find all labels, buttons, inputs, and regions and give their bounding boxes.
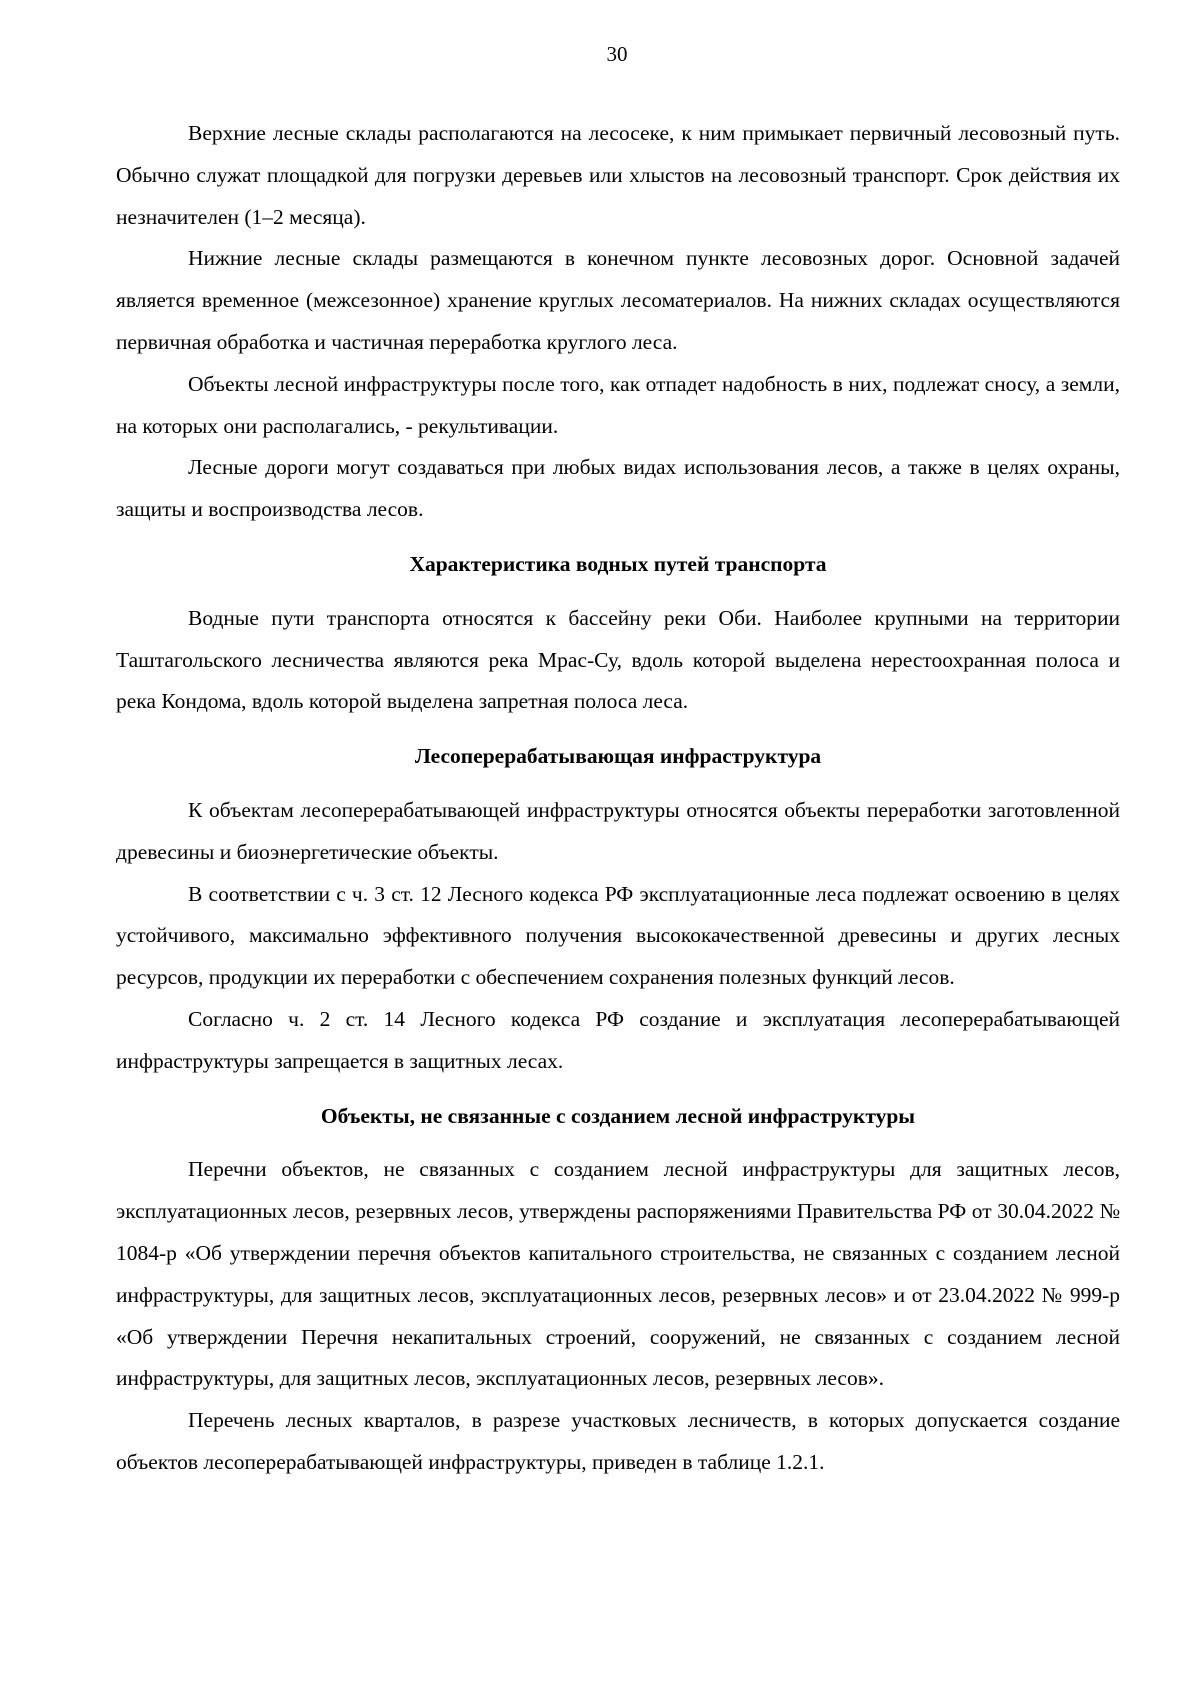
paragraph-processing-objects: К объектам лесоперерабатывающей инфраструктуры относятся объекты переработки заготовленной древесины и биоэнергетические объекты. (116, 797, 1120, 864)
paragraph-waterways: Водные пути транспорта относятся к бассейну реки Оби. Наиболее крупными на территории Таштагольского лесничества являются река Мрас-Су, вдоль которой выделена нерестоохранная полоса и река Кондома, вдоль которой выделена запретная полоса леса. (116, 605, 1120, 714)
heading-wood-processing: Лесоперерабатывающая инфраструктура (414, 744, 822, 769)
paragraph-forest-roads: Лесные дороги могут создаваться при любых видах использования лесов, а также в целях охраны, защиты и воспроизводства лесов. (116, 455, 1120, 522)
document-body (116, 113, 1120, 1484)
paragraph-government-orders: Перечни объектов, не связанных с созданием лесной инфраструктуры для защитных лесов, эксплуатационных лесов, резервных лесов, утверждены распоряжениями Правительства РФ от 30.04.2022 № 1084-р «Об утверждении перечня объектов капитального строительства, не связанных с созданием лесной инфраструктуры, для защитных лесов, эксплуатационных лесов, резервных лесов» и от 23.04.2022 № 999-р «Об утверждении Перечня некапитальных строений, сооружений, не связанных с созданием лесной инфраструктуры, для защитных лесов, эксплуатационных лесов, резервных лесов». (116, 1157, 1120, 1391)
paragraph-infrastructure-removal: Объекты лесной инфраструктуры после того, как отпадет надобность в них, подлежат сносу, а земли, на которых они располагались, - рекультивации. (116, 371, 1120, 438)
paragraph-forest-code-art12: В соответствии с ч. 3 ст. 12 Лесного кодекса РФ эксплуатационные леса подлежат освоению в целях устойчивого, максимально эффективного получения высококачественной древесины и других лесных ресурсов, продукции их переработки с обеспечением сохранения полезных функций лесов. (116, 881, 1120, 990)
paragraph-forest-code-art14: Согласно ч. 2 ст. 14 Лесного кодекса РФ создание и эксплуатация лесоперерабатывающей инфраструктуры запрещается в защитных лесах. (116, 1006, 1120, 1073)
heading-unrelated-objects: Объекты, не связанные с созданием лесной инфраструктуры (320, 1103, 916, 1128)
paragraph-quarters-list: Перечень лесных кварталов, в разрезе участковых лесничеств, в которых допускается создание объектов лесоперерабатывающей инфраструктуры, приведен в таблице 1.2.1. (116, 1408, 1120, 1474)
heading-waterways: Характеристика водных путей транспорта (409, 551, 827, 576)
page-number: 30 (606, 42, 628, 66)
paragraph-lower-warehouses: Нижние лесные склады размещаются в конечном пункте лесовозных дорог. Основной задачей является временное (межсезонное) хранение круглых лесоматериалов. На нижних складах осуществляются первичная обработка и частичная переработка круглого леса. (116, 246, 1120, 354)
paragraph-upper-warehouses: Верхние лесные склады располагаются на лесосеке, к ним примыкает первичный лесовозный путь. Обычно служат площадкой для погрузки деревьев или хлыстов на лесовозный транспорт. Срок действия их незначителен (1–2 месяца). (116, 121, 1120, 229)
